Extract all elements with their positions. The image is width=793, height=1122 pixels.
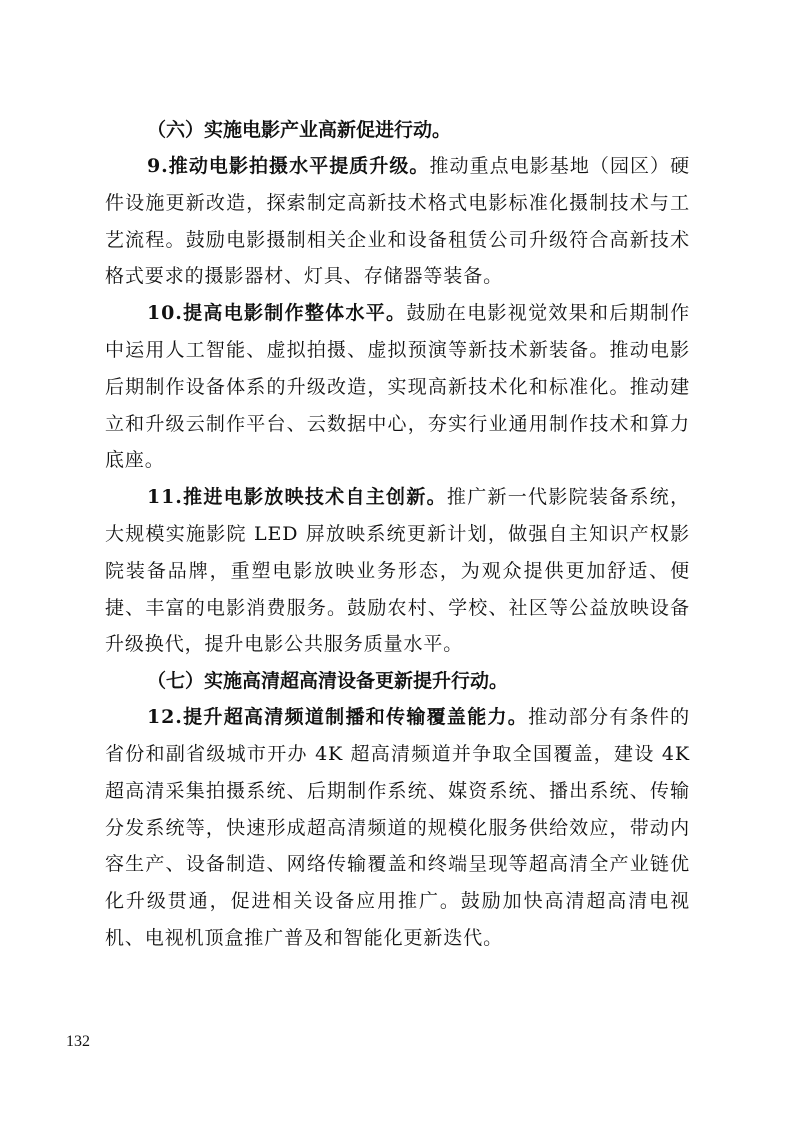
paragraph-item-12 <box>105 699 690 957</box>
section-heading-six: （六）实施电影产业高新促进行动。 <box>147 119 452 141</box>
item-12-body: 推动部分有条件的省份和副省级城市开办 4K 超高清频道并争取全国覆盖，建设 4K 超高清采集拍摄系统、后期制作系统、媒资系统、播出系统、传输分发系统等，快速形成超高清频道的规模化服务供给效应，带动内容生产、设备制造、网络传输覆盖和终端呈现等超高清全产业链优化升级贯通，促进相关设备应用推广。鼓励加快高清超高清电视机、电视机顶盒推广普及和智能化更新迭代。 <box>105 706 691 949</box>
item-10-lead: 10.提高电影制作整体水平。 <box>147 302 407 325</box>
item-11-body: 推广新一代影院装备系统，大规模实施影院 LED 屏放映系统更新计划，做强自主知识产权影院装备品牌，重塑电影放映业务形态，为观众提供更加舒适、便捷、丰富的电影消费服务。鼓励农村、学校、社区等公益放映设备升级换代，提升电影公共服务质量水平。 <box>105 486 690 656</box>
page-number: 132 <box>66 1033 90 1050</box>
item-10-body: 鼓励在电影视觉效果和后期制作中运用人工智能、虚拟拍摄、虚拟预演等新技术新装备。推动电影后期制作设备体系的升级改造，实现高新技术化和标准化。推动建立和升级云制作平台、云数据中心，夯实行业通用制作技术和算力底座。 <box>105 302 691 472</box>
item-11-lead: 11.推进电影放映技术自主创新。 <box>147 486 447 509</box>
paragraph-item-10 <box>105 295 690 479</box>
paragraph-item-11 <box>105 479 690 663</box>
paragraph-item-9 <box>105 148 690 295</box>
item-12-lead: 12.提升超高清频道制播和传输覆盖能力。 <box>147 706 529 729</box>
item-9-body: 推动重点电影基地（园区）硬件设施更新改造，探索制定高新技术格式电影标准化摄制技术与工艺流程。鼓励电影摄制相关企业和设备租赁公司升级符合高新技术格式要求的摄影器材、灯具、存储器等装备。 <box>105 155 690 288</box>
document-body <box>105 112 690 957</box>
item-9-lead: 9.推动电影拍摄水平提质升级。 <box>147 155 430 177</box>
section-heading-seven: （七）实施高清超高清设备更新提升行动。 <box>147 670 509 693</box>
